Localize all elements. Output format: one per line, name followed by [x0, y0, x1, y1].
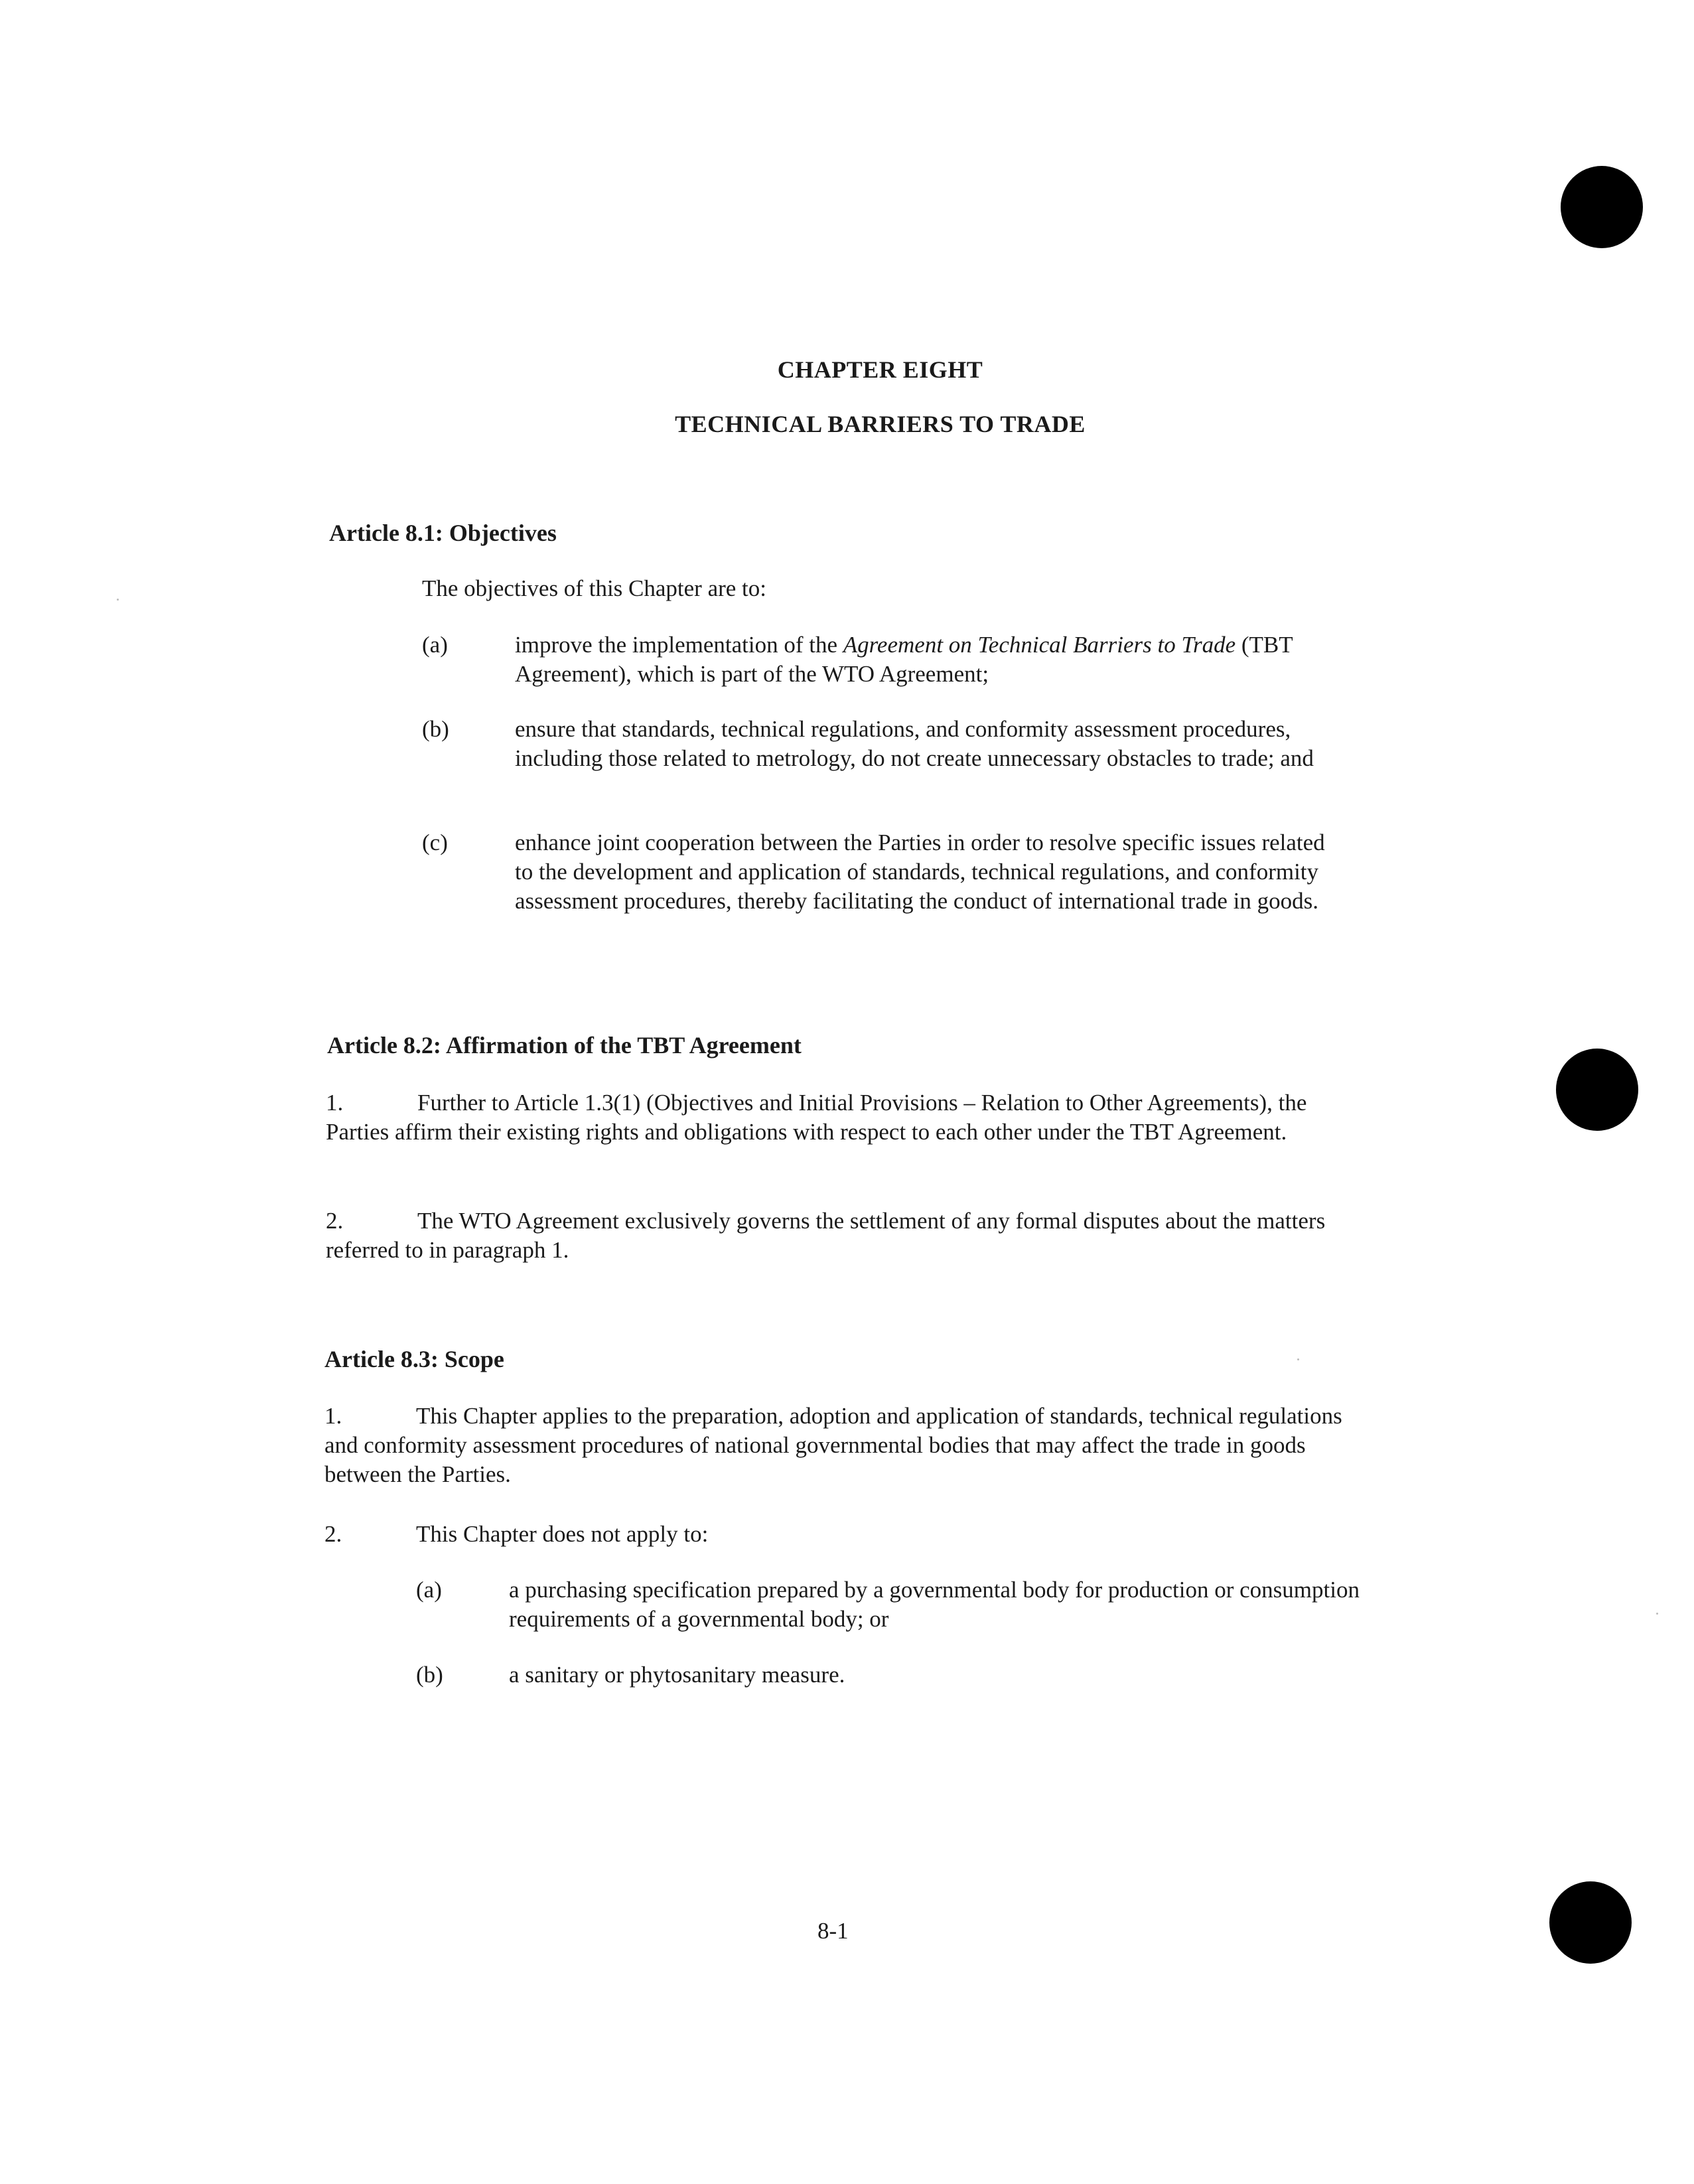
paragraph-text: Further to Article 1.3(1) (Objectives and Initial Provisions – Relation to Other Agreements), the Parties affirm their existing rights and obligations with respect to each other under the TBT Agreement.	[326, 1090, 1307, 1145]
list-marker: (a)	[422, 632, 448, 658]
list-item-text: enhance joint cooperation between the Parties in order to resolve specific issues related to the development and application of standards, technical regulations, and conformity assessment procedures, thereby facilitating the conduct of international trade in goods.	[515, 830, 1325, 914]
article-8-3-paragraph-1	[324, 1402, 1360, 1489]
list-marker: (b)	[422, 716, 449, 742]
paragraph-text: This Chapter does not apply to:	[416, 1521, 709, 1547]
list-marker: (b)	[416, 1662, 443, 1688]
binder-punch-hole-middle	[1556, 1049, 1638, 1131]
article-8-1-intro: The objectives of this Chapter are to:	[422, 575, 767, 601]
paragraph-text: This Chapter applies to the preparation, adoption and application of standards, technical regulations and conformity assessment procedures of national governmental bodies that may affect the trade in goods between the Parties.	[324, 1403, 1342, 1487]
list-item-text: ensure that standards, technical regulations, and conformity assessment procedures, including those related to metrology, do not create unnecessary obstacles to trade; and	[515, 716, 1314, 771]
list-item-text: a purchasing specification prepared by a governmental body for production or consumption requirements of a governmental body; or	[509, 1577, 1360, 1632]
list-item-text: a sanitary or phytosanitary measure.	[509, 1662, 845, 1688]
article-8-3-paragraph-2	[324, 1520, 1360, 1549]
list-marker: (a)	[416, 1577, 442, 1603]
scan-speck	[1297, 1358, 1299, 1360]
page-number: 8-1	[817, 1918, 849, 1944]
article-8-2-paragraph-2	[326, 1206, 1361, 1265]
article-8-2-heading: Article 8.2: Affirmation of the TBT Agreement	[327, 1032, 802, 1058]
article-8-2-paragraph-1	[326, 1088, 1361, 1147]
scan-speck	[1656, 1613, 1658, 1615]
chapter-title: CHAPTER EIGHT	[777, 356, 983, 383]
binder-punch-hole-bottom	[1549, 1881, 1632, 1964]
paragraph-number: 1.	[324, 1403, 342, 1429]
chapter-subtitle: TECHNICAL BARRIERS TO TRADE	[675, 411, 1086, 437]
paragraph-number: 2.	[324, 1521, 342, 1547]
article-8-1-heading: Article 8.1: Objectives	[329, 520, 557, 546]
agreement-title: Agreement on Technical Barriers to Trade	[843, 632, 1236, 658]
list-item-text: improve the implementation of the Agreement on Technical Barriers to Trade (TBT Agreement), which is part of the WTO Agreement;	[515, 632, 1293, 687]
paragraph-number: 1.	[326, 1090, 344, 1116]
scan-speck	[117, 599, 119, 601]
binder-punch-hole-top	[1561, 166, 1643, 248]
list-marker: (c)	[422, 830, 448, 855]
paragraph-number: 2.	[326, 1208, 344, 1234]
paragraph-text: The WTO Agreement exclusively governs the settlement of any formal disputes about the matters referred to in paragraph 1.	[326, 1208, 1326, 1263]
article-8-3-heading: Article 8.3: Scope	[324, 1346, 504, 1372]
